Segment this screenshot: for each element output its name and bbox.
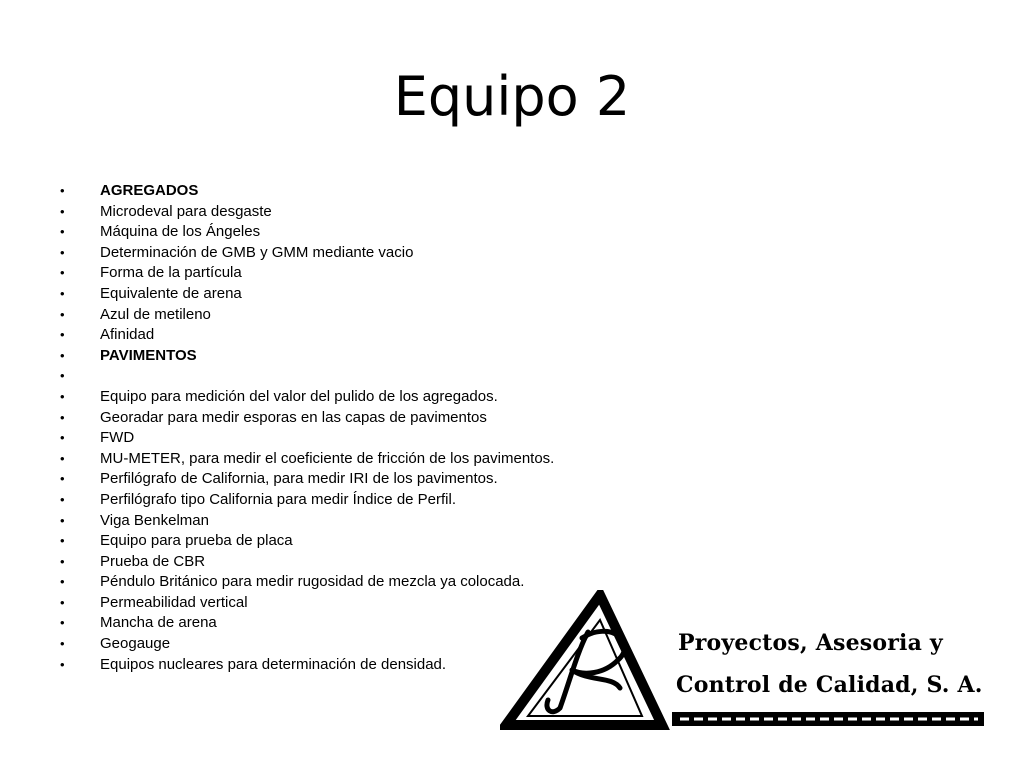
- bullet-text: Perfilógrafo de California, para medir IRI de los pavimentos.: [100, 470, 498, 488]
- bullet-dot-icon: •: [60, 553, 65, 569]
- bullet-text: AGREGADOS: [100, 182, 199, 199]
- bullet-text: FWD: [100, 429, 135, 447]
- bullet-dot-icon: •: [60, 512, 65, 528]
- bullet-dot-icon: •: [60, 450, 65, 466]
- bullet-text: Forma de la partícula: [100, 264, 242, 282]
- bullet-dot-icon: •: [60, 368, 65, 384]
- bullet-text: Azul de metileno: [100, 305, 211, 323]
- bullet-item: [58, 243, 554, 264]
- bullet-text: Perfilógrafo tipo California para medir Índice de Perfil.: [100, 490, 457, 508]
- slide-title: Equipo 2: [393, 65, 631, 128]
- bullet-item: [58, 222, 554, 243]
- bullet-text: MU-METER, para medir el coeficiente de fricción de los pavimentos.: [100, 449, 555, 467]
- bullet-dot-icon: •: [60, 285, 65, 301]
- bullet-text: Mancha de arena: [100, 614, 217, 632]
- bullet-dot-icon: •: [60, 615, 65, 631]
- bullet-item: [58, 531, 554, 552]
- bullet-text: Afinidad: [100, 326, 155, 344]
- bullet-list: [58, 181, 554, 675]
- company-name-line-2: Control de Calidad, S. A.: [676, 672, 983, 698]
- bullet-dot-icon: •: [60, 306, 65, 322]
- bullet-text: Geogauge: [100, 635, 171, 653]
- bullet-text: Determinación de GMB y GMM mediante vacio: [100, 243, 414, 261]
- bullet-dot-icon: •: [60, 224, 65, 240]
- bullet-dot-icon: •: [60, 574, 65, 590]
- bullet-dot-icon: •: [60, 636, 65, 652]
- bullet-item: [58, 490, 554, 511]
- bullet-item: [58, 181, 554, 202]
- bullet-dot-icon: •: [60, 594, 65, 610]
- bullet-dot-icon: •: [60, 430, 65, 446]
- bullet-item: [58, 428, 554, 449]
- bullet-item: [58, 202, 554, 223]
- bullet-item: [58, 408, 554, 429]
- bullet-item: [58, 387, 554, 408]
- bullet-text: Equipo para medición del valor del pulido de los agregados.: [100, 387, 498, 405]
- bullet-dot-icon: •: [60, 265, 65, 281]
- bullet-item: [58, 634, 554, 655]
- bullet-dot-icon: •: [60, 471, 65, 487]
- bullet-item: [58, 366, 554, 387]
- bullet-text: Equipo para prueba de placa: [100, 532, 293, 550]
- bullet-item: [58, 305, 554, 326]
- bullet-item: [58, 449, 554, 470]
- bullet-text: Equipos nucleares para determinación de densidad.: [100, 655, 447, 673]
- bullet-dot-icon: •: [60, 183, 65, 198]
- bullet-item: [58, 655, 554, 676]
- bullet-item: [58, 469, 554, 490]
- bullet-item: [58, 552, 554, 573]
- logo-triangle: [506, 595, 662, 725]
- bullet-dot-icon: •: [60, 327, 65, 343]
- bullet-dot-icon: •: [60, 491, 65, 507]
- bullet-text: PAVIMENTOS: [100, 346, 197, 364]
- company-logo: [500, 590, 990, 730]
- bullet-dot-icon: •: [60, 656, 65, 672]
- bullet-text: Equivalente de arena: [100, 284, 242, 302]
- bullet-dot-icon: •: [60, 244, 65, 260]
- bullet-dot-icon: •: [60, 203, 65, 219]
- bullet-text: Péndulo Británico para medir rugosidad de mezcla ya colocada.: [100, 573, 525, 591]
- bullet-dot-icon: •: [60, 347, 65, 363]
- bullet-item: [58, 263, 554, 284]
- bullet-text: Prueba de CBR: [100, 552, 206, 570]
- bullet-text: Máquina de los Ángeles: [100, 223, 261, 241]
- bullet-item: [58, 511, 554, 532]
- bullet-text: Permeabilidad vertical: [100, 593, 248, 611]
- bullet-item: [58, 593, 554, 614]
- bullet-item: [58, 346, 554, 367]
- company-name-line-1: Proyectos, Asesoria y: [678, 630, 943, 656]
- bullet-text: Viga Benkelman: [100, 511, 209, 529]
- bullet-dot-icon: •: [60, 533, 65, 549]
- bullet-dot-icon: •: [60, 388, 65, 404]
- bullet-item: [58, 284, 554, 305]
- logo-monogram: [547, 631, 625, 711]
- bullet-text: Georadar para medir esporas en las capas de pavimentos: [100, 408, 487, 426]
- bullet-dot-icon: •: [60, 409, 65, 425]
- bullet-item: [58, 572, 554, 593]
- bullet-text: Microdeval para desgaste: [100, 202, 272, 220]
- bullet-item: [58, 613, 554, 634]
- bullet-item: [58, 325, 554, 346]
